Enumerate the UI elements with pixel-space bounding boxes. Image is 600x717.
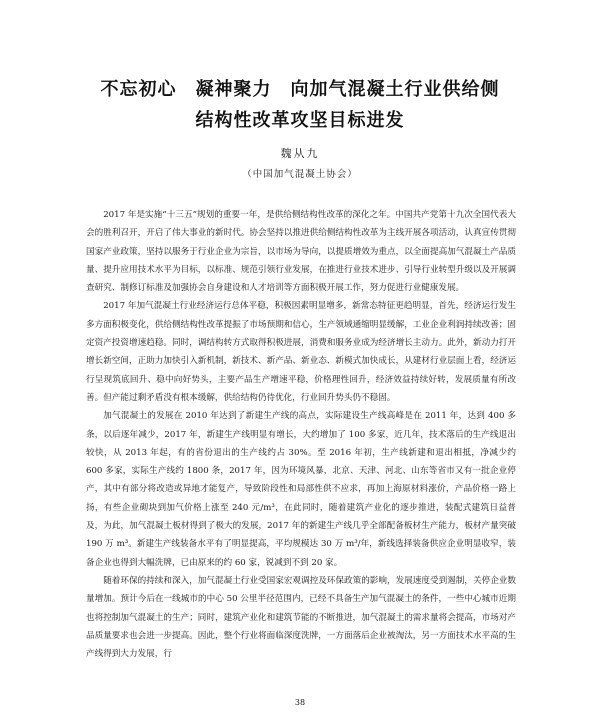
author-name: 魏从九 (280, 147, 320, 160)
paragraph-1: 2017 年是实施“十三五”规划的重要一年，是供给侧结构性改革的深化之年。中国共产党第十九次全国代表大会的胜利召开，开启了伟大事业的新时代。协会坚持以推进供给侧结构性改革为主线开展各项活动，认真宣传贯彻国家产业政策，坚持以服务于行业企业为宗旨，以市场为导向，以提质增效为重点，以全面提高加气混凝土产品质量、提升应用技术水平为目标，以标准、规范引领行业发展，在推进行业技术进步、引导行业转型升级以及开展调查研究、制修订标准及加强协会自身建设和人才培训等方面积极开展工作，努力促进行业健康发展。 (86, 210, 516, 294)
paragraph-3: 加气混凝土的发展在 2010 年达到了新建生产线的高点，实际建设生产线高峰是在 2011 年，达到 400 多条，以后逐年减少，2017 年，新建生产线明显有增长，大约增加了 100 多家，近几年，技术落后的生产线退出较快，从 2013 年起，有的省份退出的生产线约占 30%。至 2016 年初，生产线新建和退出相抵，净减少约 600 多家，实际生产线约 1800 条，2017 年，因为环境风暴，北京、天津、河北、山东等省市又有一批企业停产，其中有部分将改造或异地才能复产，导致阶段性和局部性供不应求，再加上海原材料涨价，产品价格一路上扬，有些企业砌块到加气价格上涨至 240 元/m³，在此同时，随着建筑产业化的逐步推进，装配式建筑日益普及，为此，加气混凝土板材得到了极大的发展，2017 年的新建生产线几乎全部配备板材生产能力，板材产量突破 190 万 m³。新建生产线装备水平有了明显提高，平均规模达 30 万 m³/年，新线选择装备供应企业明显收窄，装备企业也得到大幅洗牌，已由原来的约 60 家，锐减到不到 20 家。 (86, 411, 516, 568)
article-body (86, 206, 516, 663)
page-number: 38 (294, 698, 306, 707)
article-title-line-1: 不忘初心 凝神聚力 向加气混凝土行业供给侧 (100, 79, 500, 100)
paragraph-2: 2017 年加气混凝土行业经济运行总体平稳，积极因素明显增多，新常态特征更趋明显，首先，经济运行发生多方面积极变化，供给侧结构性改革提振了市场预期和信心，生产领域通缩明显缓解，工业企业利润持续改善；固定资产投资增速趋稳。同时，调结构转方式取得积极进展，消费和服务业成为经济增长主动力。此外，新动力打开增长新空间，正助力加快引入新机制，新技术、新产品、新业态、新模式加快成长，从建材行业层面上看，经济运行呈现筑底回升、稳中向好势头，主要产品生产增速平稳，价格理性回升，经济效益持续好转，发展质量有所改善。但产能过剩矛盾没有根本缓解，供给结构仍待优化，行业回升势头仍不稳固。 (86, 301, 516, 403)
article-title-line-2: 结构性改革攻坚目标进发 (195, 110, 405, 131)
author-affiliation: （中国加气混凝土协会） (242, 169, 358, 180)
paragraph-4: 随着环保的持续和深入，加气混凝土行业受国家宏观调控及环保政策的影响，发展速度受到遏制，关停企业数量增加。预计今后在一线城市的中心 50 公里半径范围内，已经不具备生产加气混凝土的条件，一些中心城市近期也将控制加气混凝土的生产；同时，建筑产业化和建筑节能的不断推进，加气混凝土的需求量将会提高，市场对产品质量要求也会进一步提高。因此，整个行业将面临深度洗牌，一方面落后企业被淘汰，另一方面技术水平高的生产线得到大力发展，行 (86, 575, 516, 660)
